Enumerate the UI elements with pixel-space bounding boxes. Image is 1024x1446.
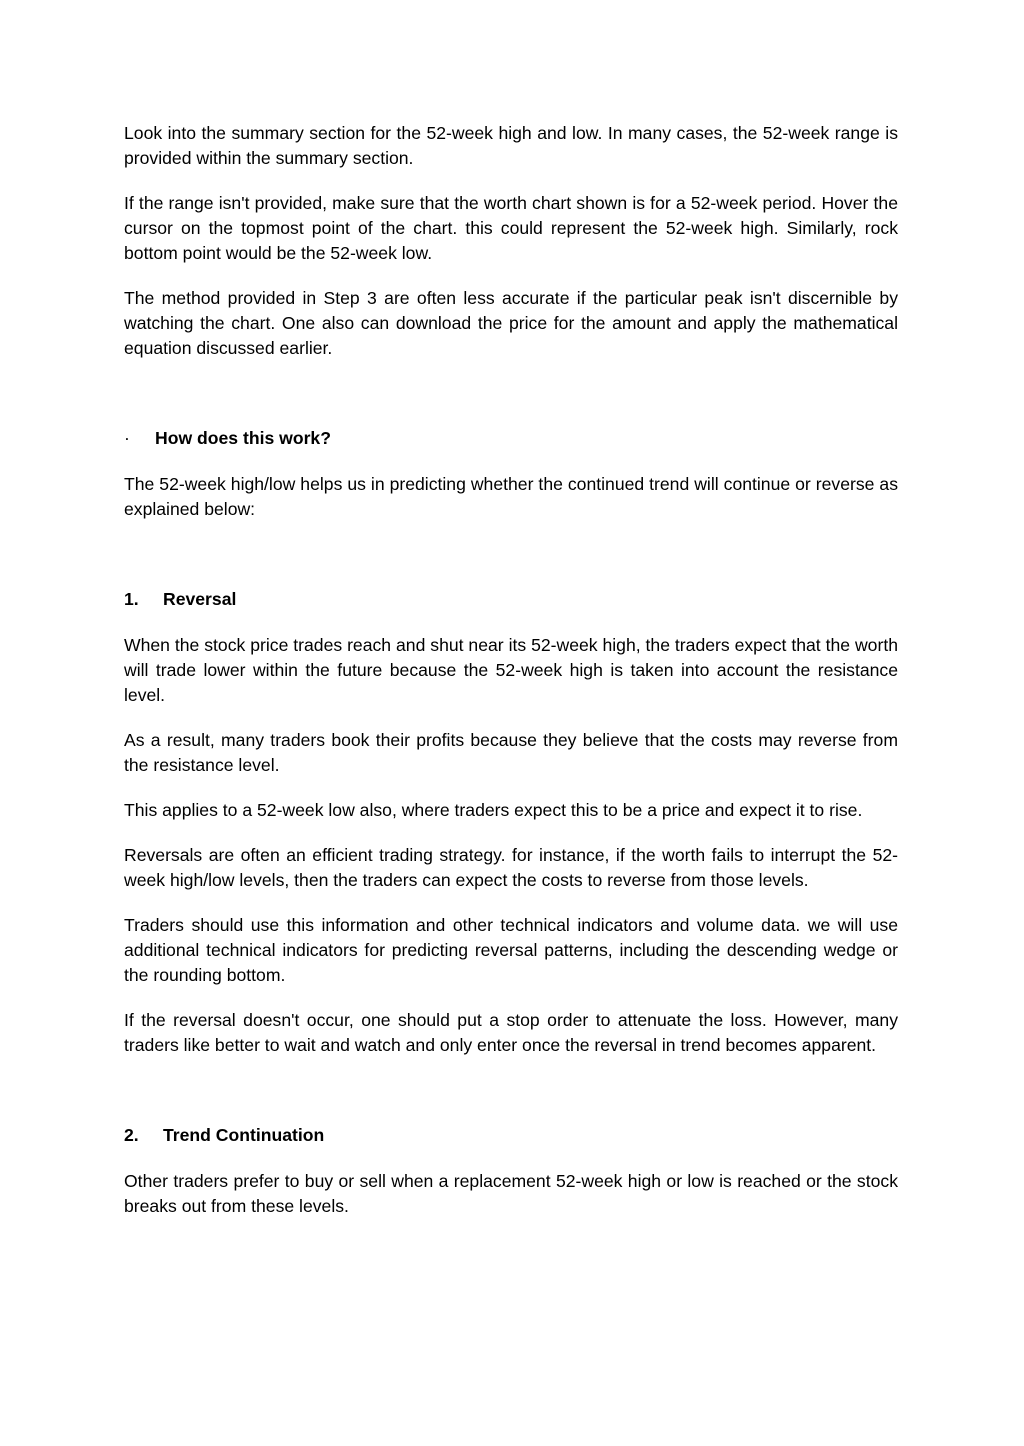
intro-paragraph: Look into the summary section for the 52-week high and low. In many cases, the 52-week range is provided within the summary section. bbox=[124, 123, 898, 168]
body-paragraph: Traders should use this information and other technical indicators and volume data. we will use additional technical indicators for predicting reversal patterns, including the descending wedge or the rounding bottom. bbox=[124, 915, 898, 985]
section-heading-how bbox=[124, 426, 898, 451]
heading-text: Trend Continuation bbox=[163, 1125, 325, 1145]
heading-text: How does this work? bbox=[155, 428, 331, 448]
body-paragraph: Reversals are often an efficient trading strategy. for instance, if the worth fails to interrupt the 52-week high/low levels, then the traders can expect the costs to reverse from those levels. bbox=[124, 845, 898, 890]
body-paragraph: When the stock price trades reach and shut near its 52-week high, the traders expect that the worth will trade lower within the future because the 52-week high is taken into account the resistance level. bbox=[124, 635, 898, 705]
list-number: 1. bbox=[124, 589, 139, 609]
list-number: 2. bbox=[124, 1125, 139, 1145]
intro-paragraph: If the range isn't provided, make sure that the worth chart shown is for a 52-week period. Hover the cursor on the topmost point of the chart. this could represent the 52-week high. Similarly, rock bottom point would be the 52-week low. bbox=[124, 193, 898, 263]
section-heading-reversal bbox=[124, 587, 898, 612]
section-heading-trend bbox=[124, 1123, 898, 1148]
body-paragraph: The 52-week high/low helps us in predicting whether the continued trend will continue or reverse as explained below: bbox=[124, 474, 898, 519]
document-page bbox=[124, 121, 898, 1219]
body-paragraph: If the reversal doesn't occur, one should put a stop order to attenuate the loss. However, many traders like better to wait and watch and only enter once the reversal in trend becomes apparent. bbox=[124, 1010, 898, 1055]
body-paragraph: This applies to a 52-week low also, where traders expect this to be a price and expect it to rise. bbox=[124, 800, 863, 820]
intro-paragraph: The method provided in Step 3 are often less accurate if the particular peak isn't discernible by watching the chart. One also can download the price for the amount and apply the mathematical equation discussed earlier. bbox=[124, 288, 898, 358]
bullet-marker: · bbox=[124, 428, 130, 448]
body-paragraph: As a result, many traders book their profits because they believe that the costs may reverse from the resistance level. bbox=[124, 730, 898, 775]
body-paragraph: Other traders prefer to buy or sell when a replacement 52-week high or low is reached or the stock breaks out from these levels. bbox=[124, 1171, 898, 1216]
heading-text: Reversal bbox=[163, 589, 237, 609]
